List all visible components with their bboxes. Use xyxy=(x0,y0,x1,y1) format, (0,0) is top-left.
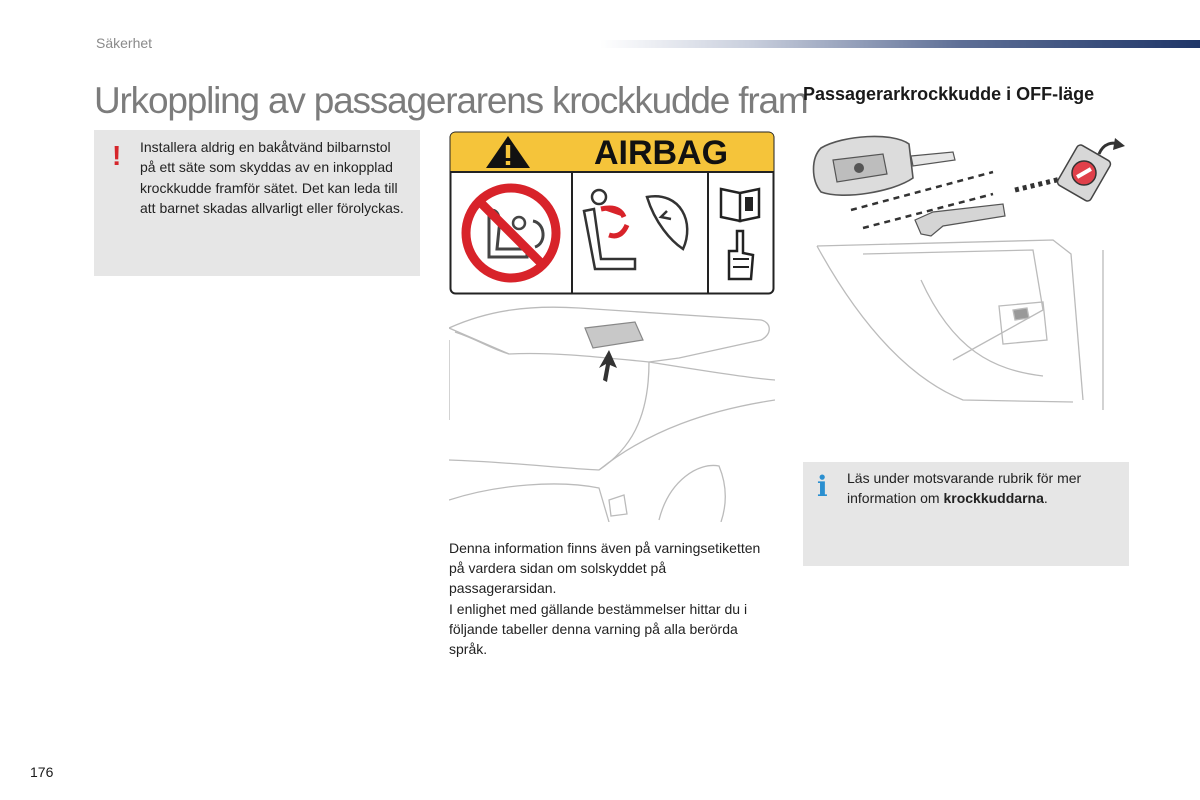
body-paragraph: Denna information finns även på varningsetiketten på vardera sidan om solskyddet på passagerarsidan. xyxy=(449,540,761,597)
page-number: 176 xyxy=(30,764,54,780)
info-text xyxy=(847,468,1117,508)
arrow-icon xyxy=(599,350,617,382)
glovebox-outline xyxy=(817,240,1103,410)
key-icon xyxy=(814,136,956,195)
warning-label-patch xyxy=(585,322,643,348)
off-mode-heading: Passagerarkrockkudde i OFF-läge xyxy=(803,84,1095,104)
info-text-part: Läs under motsvarande rubrik för mer information om xyxy=(847,470,1082,507)
info-box xyxy=(803,462,1129,566)
airbag-title: AIRBAG xyxy=(593,134,729,172)
airbag-switch-icon xyxy=(1056,144,1112,203)
airbag-warning-label xyxy=(449,131,775,295)
key-blade-icon xyxy=(915,204,1005,236)
section-label: Säkerhet xyxy=(96,35,153,51)
info-icon: i xyxy=(817,470,828,503)
warning-text: Installera aldrig en bakåtvänd bilbarnstol på ett säte som skyddas av en inkopplad krockkudde framför sätet. Det kan leda till att barnet skadas allvarligt eller förolyckas. xyxy=(140,139,404,216)
info-text-end: . xyxy=(1043,490,1048,507)
header-bar xyxy=(600,40,1200,48)
glovebox-diagram xyxy=(803,130,1129,415)
page-title: Urkoppling av passagerarens krockkudde fram xyxy=(94,80,808,121)
info-link-text: krockkuddarna xyxy=(943,490,1044,507)
warning-box xyxy=(94,130,420,276)
exclamation-icon: ! xyxy=(112,140,122,171)
sun-visor-diagram xyxy=(449,300,775,522)
body-paragraph: I enlighet med gällande bestämmelser hittar du i följande tabeller denna varning på alla berörda språk. xyxy=(449,600,748,658)
body-text xyxy=(449,538,769,659)
